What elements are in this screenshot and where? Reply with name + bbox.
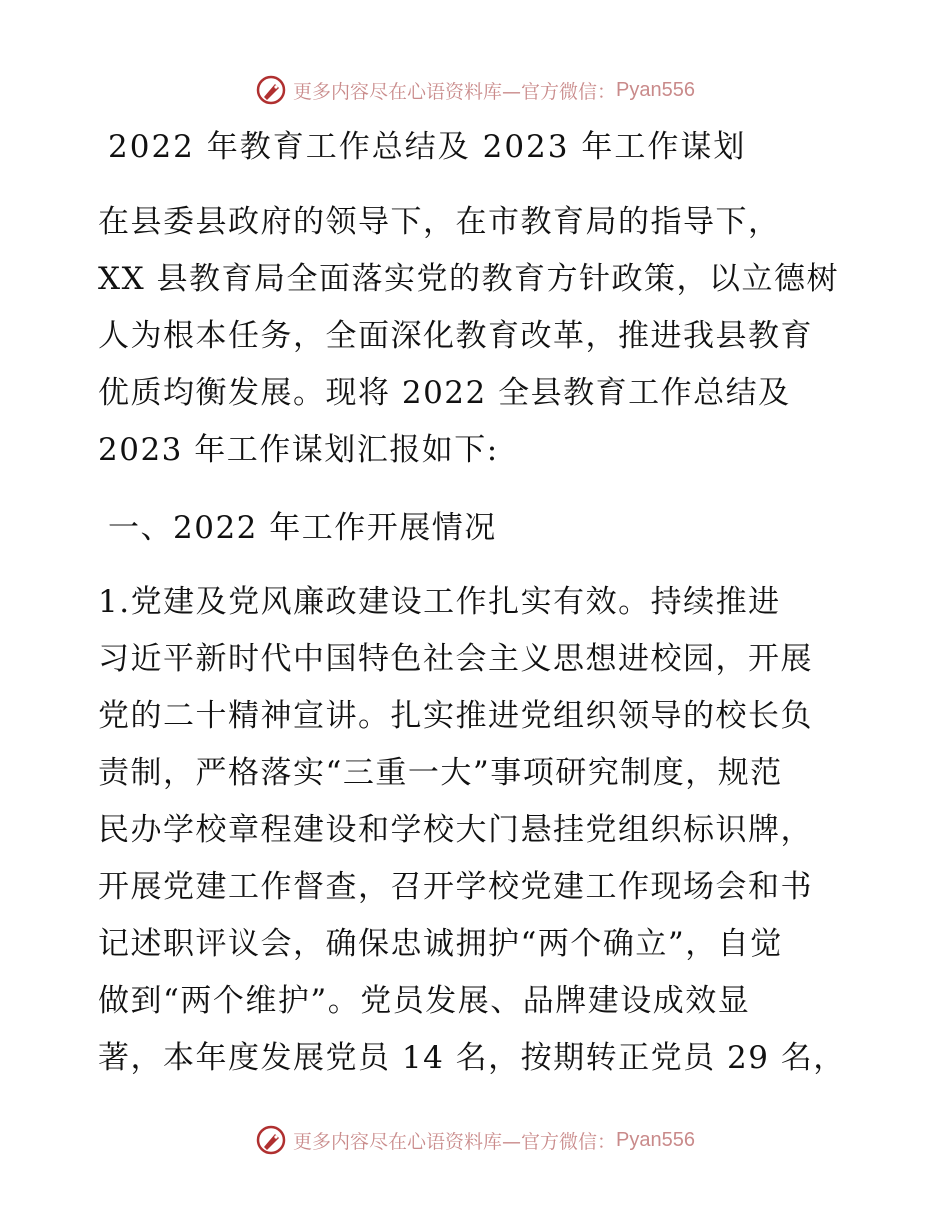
watermark-text: 更多内容尽在心语资料库—官方微信： [293,1130,617,1153]
section1-paragraph [98,574,858,1087]
text-line: 优质均衡发展。现将 2022 全县教育工作总结及 [98,375,791,411]
watermark-footer [0,1120,950,1160]
document-title: 2022 年教育工作总结及 2023 年工作谋划 [108,129,747,165]
watermark-account: Pyan556 [616,78,695,101]
watermark-account: Pyan556 [616,1128,695,1151]
pen-nib-logo-icon [255,74,287,106]
text-line: 习近平新时代中国特色社会主义思想进校园，开展 [98,641,813,677]
text-line: 党的二十精神宣讲。扎实推进党组织领导的校长负 [98,698,813,734]
intro-paragraph [98,194,858,479]
text-line: 在县委县政府的领导下，在市教育局的指导下， [98,204,781,240]
text-line: 民办学校章程建设和学校大门悬挂党组织标识牌， [98,812,813,848]
watermark-header [0,70,950,110]
text-line: 记述职评议会，确保忠诚拥护“两个确立”，自觉 [98,926,783,962]
text-line: 著，本年度发展党员 14 名，按期转正党员 29 名， [98,1040,846,1076]
text-line: 2023 年工作谋划汇报如下: [98,432,499,468]
section-heading: 一、2022 年工作开展情况 [108,510,497,546]
text-line: 1.党建及党风廉政建设工作扎实有效。持续推进 [98,584,781,620]
text-line: 人为根本任务，全面深化教育改革，推进我县教育 [98,318,813,354]
pen-nib-logo-icon [255,1124,287,1156]
text-line: XX 县教育局全面落实党的教育方针政策，以立德树 [98,261,839,297]
watermark-text: 更多内容尽在心语资料库—官方微信： [293,80,617,103]
text-line: 责制，严格落实“三重一大”事项研究制度，规范 [98,755,783,791]
text-line: 做到“两个维护”。党员发展、品牌建设成效显 [98,983,751,1019]
text-line: 开展党建工作督查，召开学校党建工作现场会和书 [98,869,813,905]
